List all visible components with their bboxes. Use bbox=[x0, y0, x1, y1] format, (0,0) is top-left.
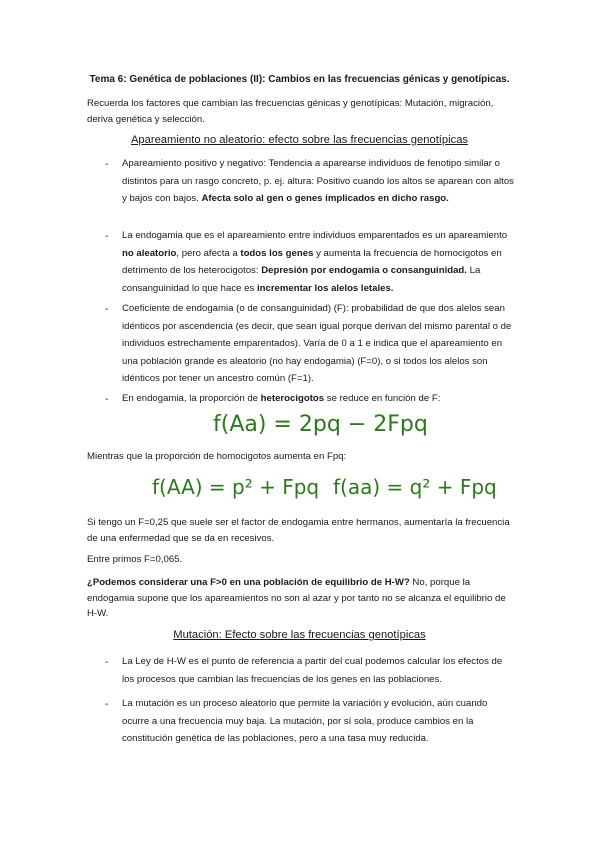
cousins-paragraph: Entre primos F=0,065. bbox=[87, 554, 183, 565]
bullet-marker: - bbox=[105, 657, 109, 668]
section-heading-mutacion: Mutación: Efecto sobre las frecuencias genotípicas bbox=[173, 629, 426, 641]
bullet-text: y aumenta la frecuencia de homocigotos en detrimento de los heterocigotos: bbox=[122, 247, 502, 276]
section-heading-apareamiento: Apareamiento no aleatorio: efecto sobre las frecuencias genotípicas bbox=[130, 134, 469, 146]
question-paragraph bbox=[87, 575, 517, 622]
homozygote-paragraph: Mientras que la proporción de homocigotos aumenta en Fpq: bbox=[87, 451, 347, 462]
title-prefix: Tema 6 bbox=[89, 74, 124, 85]
formula-heterozygote: f(Aa) = 2pq − 2Fpq bbox=[213, 412, 428, 437]
question-answer: No, porque la endogamia supone que los apareamientos no son al azar y por tanto no se alcanza el equilibrio de H-W. bbox=[87, 577, 506, 620]
bullet-bold-text: Depresión por endogamia o consanguinidad. bbox=[261, 265, 467, 276]
intro-paragraph: Recuerda los factores que cambian las frecuencias génicas y genotípicas: Mutación, migración, deriva genética y selección. bbox=[87, 98, 494, 125]
bullet-bold-text: Afecta solo al gen o genes implicados en dicho rasgo. bbox=[201, 193, 449, 204]
bullet-apareamiento-positivo bbox=[122, 155, 517, 208]
title-rest: : Genética de poblaciones (II): Cambios en las frecuencias génicas y genotípicas. bbox=[123, 74, 510, 85]
bullet-text: La endogamia que es el apareamiento entre individuos emparentados es un apareamiento bbox=[122, 230, 508, 241]
bullet-marker: - bbox=[105, 304, 109, 315]
bullet-text: La consanguinidad lo que hace es bbox=[122, 265, 481, 294]
bullet-text: En endogamia, la proporción de bbox=[122, 393, 261, 404]
bullet-mutacion: La mutación es un proceso aleatorio que permite la variación y evolución, aún cuando ocurre a una frecuencia muy baja. La mutación, por sí sola, produce cambios en la constitución genética de las poblaciones, pero a una tasa muy reducida. bbox=[122, 698, 488, 744]
bullet-coeficiente-endogamia: Coeficiente de endogamia (o de consanguinidad) (F): probabilidad de que dos alelos sean idénticos por ascendencia (es decir, que sean igual porque derivan del mismo parental o de individuos estrechamente emparentados). Varía de 0 a 1 e indica que el apareamiento en una población grande es aleatorio (no hay endogamia) (F=0), o si todos los alelos son idénticos por tener un ancestro común (F=1). bbox=[122, 303, 512, 384]
bullet-marker: - bbox=[105, 394, 109, 405]
bullet-text: Apareamiento positivo y negativo: Tendencia a aparearse individuos de fenotipo similar o distintos para un rasgo concreto, p. ej. altura: Positivo cuando los altos se aparean con altos y bajos con bajos. bbox=[122, 158, 514, 204]
bullet-bold-text: no aleatorio bbox=[122, 247, 177, 259]
bullet-heterocigotos bbox=[122, 390, 517, 408]
bullet-endogamia bbox=[122, 227, 517, 297]
formula-homozygote-aa: f(aa) = q² + Fpq bbox=[333, 475, 497, 499]
bullet-bold-text: heterocigotos bbox=[260, 393, 325, 404]
bullet-marker: - bbox=[105, 159, 109, 170]
bullet-marker: - bbox=[105, 699, 109, 710]
question-bold: ¿Podemos considerar una F>0 en una población de equilibrio de H-W? bbox=[87, 577, 410, 588]
bullet-text: , pero afecta a bbox=[176, 247, 241, 259]
bullet-bold-text: incrementar los alelos letales. bbox=[256, 282, 394, 294]
bullet-bold-text: todos los genes bbox=[240, 247, 314, 259]
siblings-paragraph: Si tengo un F=0,25 que suele ser el factor de endogamia entre hermanos, aumentaría la frecuencia de una enfermedad que se da en recesivos. bbox=[87, 517, 510, 544]
bullet-marker: - bbox=[105, 231, 109, 242]
bullet-ley-hw: La Ley de H-W es el punto de referencia a partir del cual podemos calcular los efectos de los procesos que cambian las frecuencias de los genes en las poblaciones. bbox=[122, 656, 503, 685]
document-title bbox=[0, 72, 599, 88]
formula-homozygote-AA: f(AA) = p² + Fpq bbox=[152, 475, 320, 499]
bullet-text: se reduce en función de F: bbox=[324, 393, 441, 404]
